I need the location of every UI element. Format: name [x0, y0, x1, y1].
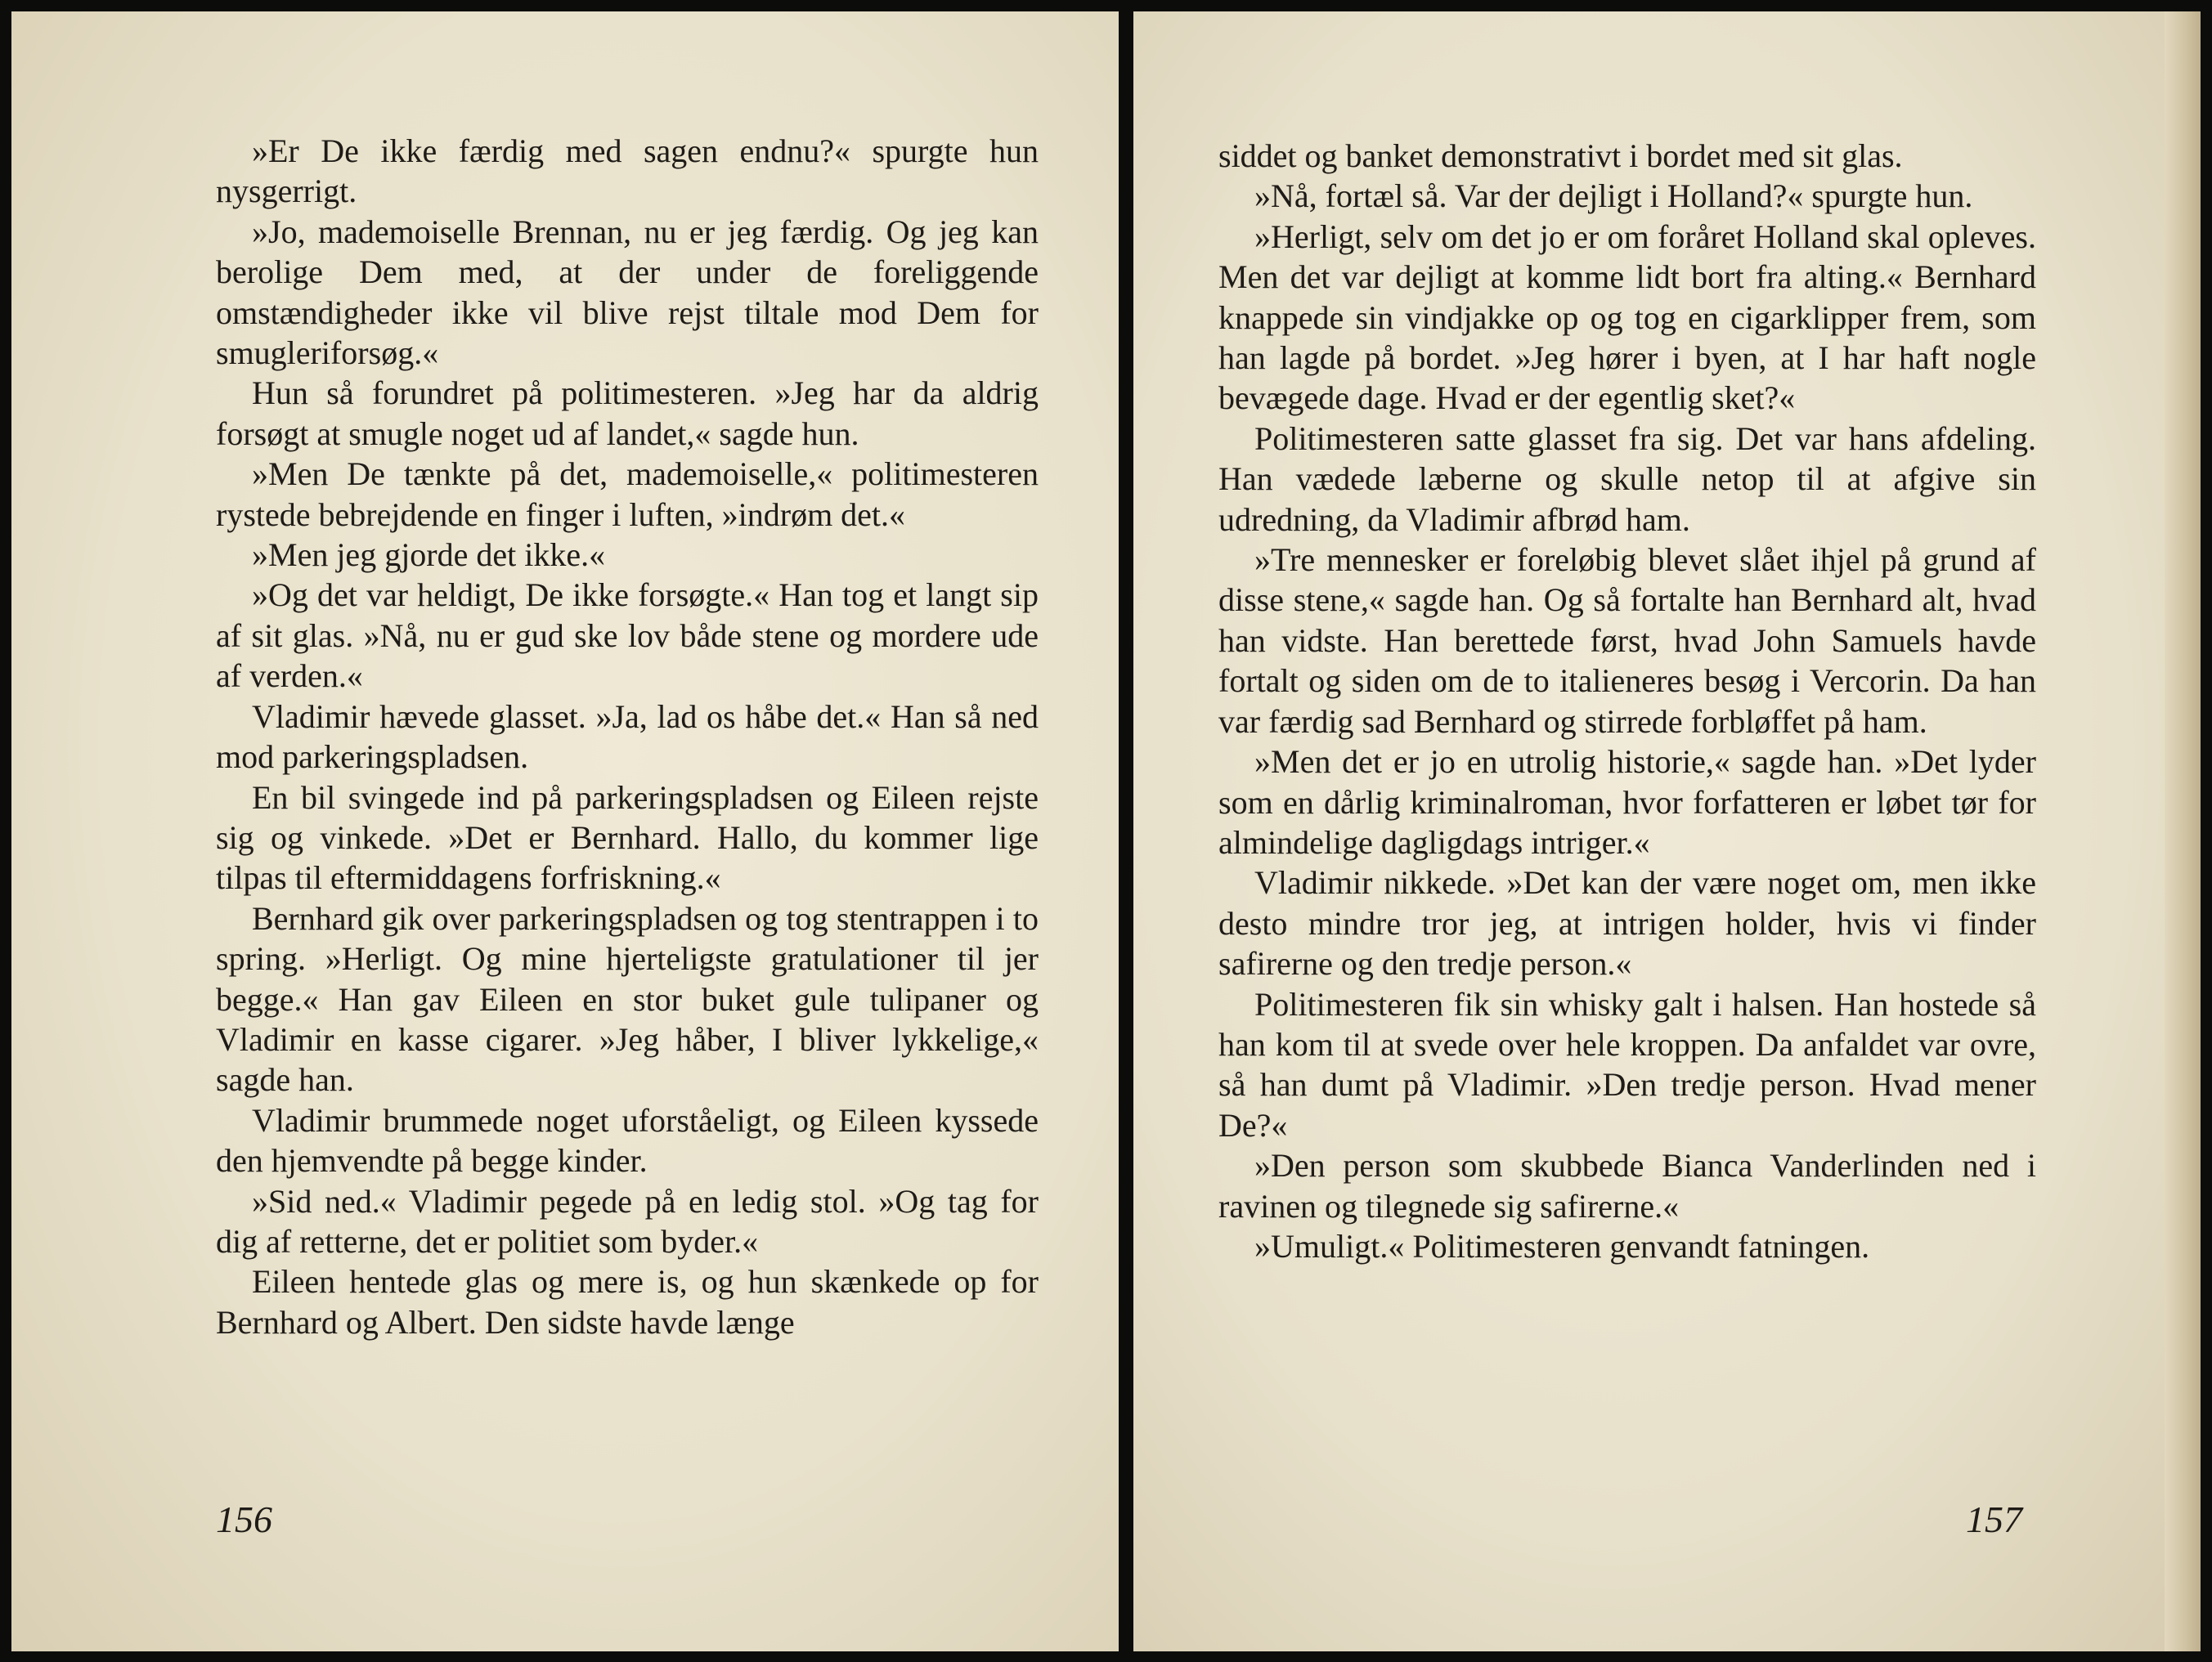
paragraph: »Og det var heldigt, De ikke forsøgte.« Han tog et langt sip af sit glas. »Nå, nu er gud ske lov både stene og mordere ude af verden.« [216, 576, 1039, 695]
paragraph: »Tre mennesker er foreløbig blevet slået ihjel på grund af disse stene,« sagde han. Og så fortalte han Bernhard alt, hvad han vidste. Han berettede først, hvad John Samuels havde fortalt og siden om de to italieneres besøg i Vercorin. Da han var færdig sad Bernhard og stirrede forbløffet på ham. [1218, 541, 2036, 740]
paragraph: »Men det er jo en utrolig historie,« sagde han. »Det lyder som en dårlig kriminalroman, hvor forfatteren er løbet tør for almindelige dagligdags intriger.« [1218, 743, 2036, 861]
paragraph: Politimesteren fik sin whisky galt i halsen. Han hostede så han kom til at svede over hele kroppen. Da anfaldet var ovre, så han dumt på Vladimir. »Den tredje person. Hvad mener De?« [1218, 985, 2036, 1144]
paragraph: »Men De tænkte på det, mademoiselle,« politimesteren rystede bebrejdende en finger i luften, »indrøm det.« [216, 455, 1039, 533]
paragraph: siddet og banket demonstrativt i bordet med sit glas. [1218, 137, 1903, 174]
paragraph: Politimesteren satte glasset fra sig. Det var hans afdeling. Han vædede læberne og skulle netop til at afgive sin udredning, da Vladimir afbrød ham. [1218, 419, 2036, 538]
paragraph: »Herligt, selv om det jo er om foråret Holland skal opleves. Men det var dejligt at komme lidt bort fra alting.« Bernhard knappede sin vindjakke op og tog en cigarklipper frem, som han lagde på bordet. »Jeg hører i byen, at I har haft nogle bevægede dage. Hvad er der egentlig sket?« [1218, 217, 2036, 417]
paragraph: Bernhard gik over parkeringspladsen og tog stentrappen i to spring. »Herligt. Og mine hjerteligste gratulationer til jer begge.« Han gav Eileen en stor buket gule tulipaner og Vladimir en kasse cigarer. »Jeg håber, I bliver lykkelige,« sagde han. [216, 899, 1039, 1099]
paragraph: Vladimir nikkede. »Det kan der være noget om, men ikke desto mindre tror jeg, at intrigen holder, hvis vi finder safirerne og den tredje person.« [1218, 864, 2036, 983]
paragraph: »Den person som skubbede Bianca Vanderlinden ned i ravinen og tilegnede sig safirerne.« [1218, 1147, 2036, 1225]
left-page-text [216, 131, 1039, 1342]
paragraph: Eileen hentede glas og mere is, og hun skænkede op for Bernhard og Albert. Den sidste havde længe [216, 1263, 1039, 1341]
paragraph: »Nå, fortæl så. Var der dejligt i Holland?« spurgte hun. [1254, 177, 1973, 215]
page-number: 156 [216, 1498, 272, 1540]
paragraph: »Jo, mademoiselle Brennan, nu er jeg færdig. Og jeg kan berolige Dem med, at der under de foreliggende omstændigheder ikke vil blive rejst tiltale mod Dem for smugleriforsøg.« [216, 213, 1039, 372]
page-edge [2165, 11, 2201, 1651]
paragraph: »Sid ned.« Vladimir pegede på en ledig stol. »Og tag for dig af retterne, det er politiet som byder.« [216, 1182, 1039, 1260]
right-page-text [1218, 136, 2036, 1266]
left-page [11, 11, 1119, 1651]
page-number: 157 [1966, 1498, 2022, 1540]
paragraph: »Er De ikke færdig med sagen endnu?« spurgte hun nysgerrigt. [216, 132, 1039, 210]
paragraph: »Umuligt.« Politimesteren genvandt fatningen. [1254, 1227, 1870, 1265]
paragraph: »Men jeg gjorde det ikke.« [252, 536, 606, 574]
paragraph: En bil svingede ind på parkeringspladsen og Eileen rejste sig og vinkede. »Det er Bernhard. Hallo, du kommer lige tilpas til eftermiddagens forfriskning.« [216, 778, 1039, 897]
paragraph: Vladimir brummede noget uforståeligt, og Eileen kyssede den hjemvendte på begge kinder. [216, 1101, 1039, 1180]
paragraph: Hun så forundret på politimesteren. »Jeg har da aldrig forsøgt at smugle noget ud af landet,« sagde hun. [216, 374, 1039, 452]
paragraph: Vladimir hævede glasset. »Ja, lad os håbe det.« Han så ned mod parkeringspladsen. [216, 697, 1039, 776]
right-page [1133, 11, 2201, 1651]
